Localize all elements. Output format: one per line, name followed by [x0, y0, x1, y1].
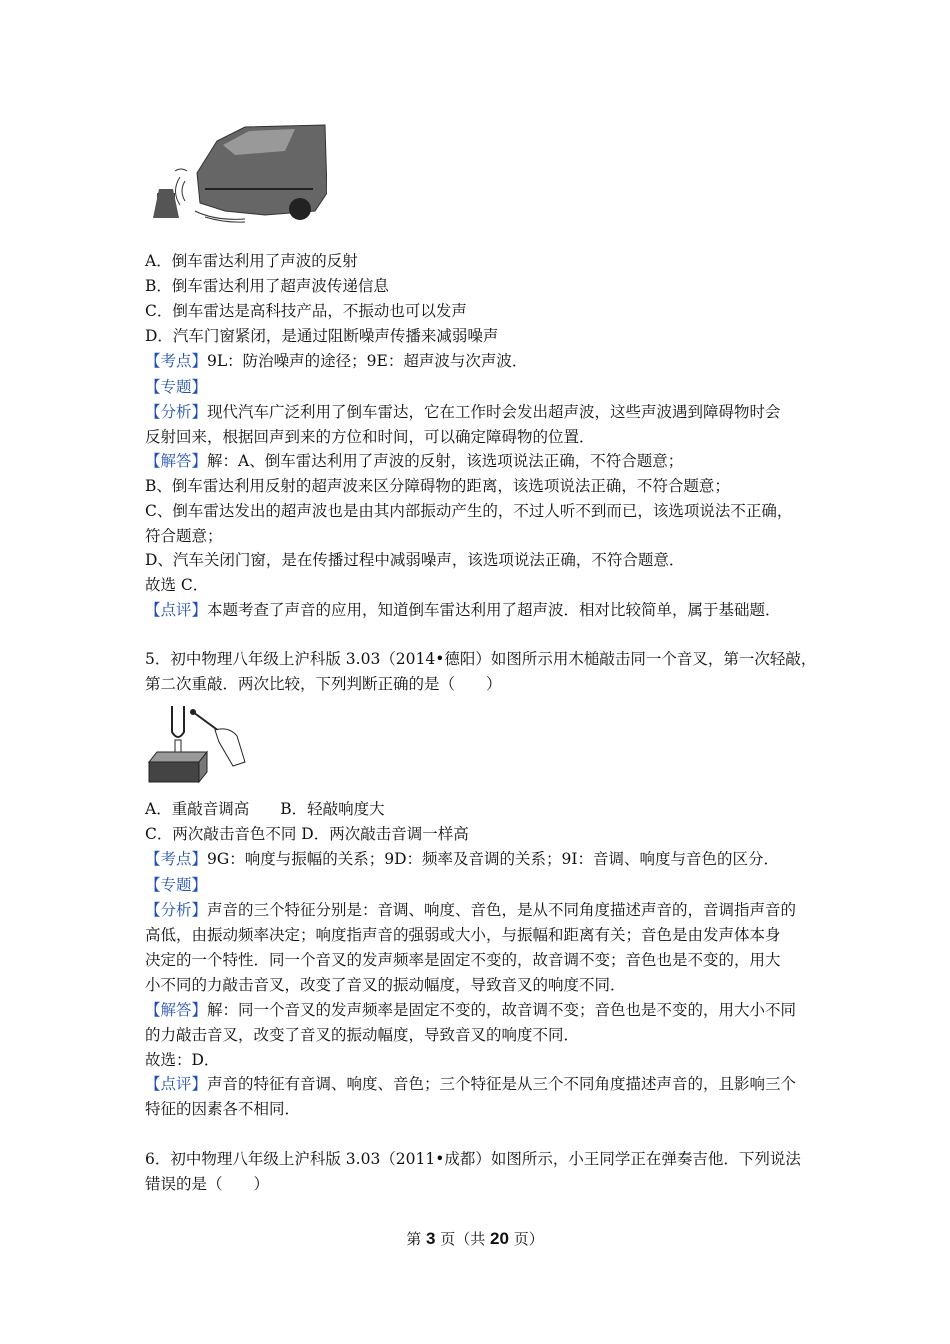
dianping-tag: 【点评】 — [145, 601, 208, 619]
page-footer — [0, 1228, 950, 1249]
zhuanti-tag: 【专题】 — [145, 378, 208, 396]
q4-answer: 故选 C． — [145, 576, 209, 594]
q4-dianping — [145, 600, 781, 620]
q5-dianping — [145, 1074, 796, 1094]
q4-fenxi — [145, 402, 781, 422]
q5-dianping-line: 特征的因素各不相同． — [145, 1100, 301, 1118]
q5-options-ab: A．重敲音调高 B．轻敲响度大 — [145, 800, 385, 818]
q6-stem: 错误的是（ ） — [145, 1175, 270, 1193]
kaodian-tag: 【考点】 — [145, 352, 208, 370]
q4-zhuanti — [145, 377, 207, 397]
fenxi-text: 声音的三个特征分别是：音调、响度、音色，是从不同角度描述声音的，音调指声音的 — [207, 901, 797, 919]
q4-kaodian — [145, 351, 527, 371]
zhuanti-tag: 【专题】 — [145, 876, 208, 894]
q4-option-b: B．倒车雷达利用了超声波传递信息 — [145, 277, 389, 295]
q5-kaodian — [145, 849, 779, 869]
q5-fenxi-line: 小不同的力敲击音叉，改变了音叉的振动幅度，导致音叉的响度不同． — [145, 976, 626, 994]
fenxi-text: 现代汽车广泛利用了倒车雷达，它在工作时会发出超声波，这些声波遇到障碍物时会 — [207, 403, 781, 421]
q4-jieda-line: B、倒车雷达利用反射的超声波来区分障碍物的距离，该选项说法正确，不符合题意； — [145, 477, 730, 495]
q6-stem: 6．初中物理八年级上沪科版 3.03（2011•成都）如图所示，小王同学正在弹奏吉他．下列说法 — [145, 1150, 801, 1168]
q5-stem: 第二次重敲．两次比较，下列判断正确的是（ ） — [145, 675, 502, 693]
q5-zhuanti — [145, 875, 207, 895]
dianping-text: 本题考查了声音的应用，知道倒车雷达利用了超声波．相对比较简单，属于基础题． — [207, 601, 781, 619]
tuning-fork-figure — [145, 702, 250, 784]
q5-fenxi — [145, 900, 796, 920]
jieda-tag: 【解答】 — [145, 452, 208, 470]
page-number: 3 — [426, 1229, 436, 1248]
total-pages: 20 — [490, 1229, 509, 1248]
footer-pre: 第 — [406, 1230, 427, 1248]
q4-option-d: D．汽车门窗紧闭，是通过阻断噪声传播来减弱噪声 — [145, 327, 499, 345]
q5-options-cd: C．两次敲击音色不同 D．两次敲击音调一样高 — [145, 825, 469, 843]
kaodian-tag: 【考点】 — [145, 850, 208, 868]
q4-jieda-line: D、汽车关闭门窗，是在传播过程中减弱噪声，该选项说法正确，不符合题意． — [145, 551, 685, 569]
kaodian-text: 9G：响度与振幅的关系；9D：频率及音调的关系；9I：音调、响度与音色的区分． — [207, 850, 780, 868]
q4-jieda-line: 符合题意； — [145, 527, 223, 545]
dianping-text: 声音的特征有音调、响度、音色；三个特征是从三个不同角度描述声音的，且影响三个 — [207, 1075, 797, 1093]
q4-option-a: A．倒车雷达利用了声波的反射 — [145, 252, 358, 270]
q5-jieda — [145, 1000, 796, 1020]
jieda-text: 解：同一个音叉的发声频率是固定不变的，故音调不变；音色也是不变的，用大小不同 — [207, 1001, 797, 1019]
fenxi-tag: 【分析】 — [145, 901, 208, 919]
jieda-text: 解：A、倒车雷达利用了声波的反射，该选项说法正确，不符合题意； — [207, 452, 684, 470]
q5-answer: 故选：D． — [145, 1051, 220, 1069]
q4-jieda-line: C、倒车雷达发出的超声波也是由其内部振动产生的，不过人听不到而已，该选项说法不正确， — [145, 502, 793, 520]
q5-stem: 5．初中物理八年级上沪科版 3.03（2014•德阳）如图所示用木槌敲击同一个音叉，第一次轻敲， — [145, 650, 817, 668]
footer-mid: 页（共 — [435, 1230, 491, 1248]
q4-fenxi-line: 反射回来，根据回声到来的方位和时间，可以确定障碍物的位置． — [145, 428, 595, 446]
dianping-tag: 【点评】 — [145, 1075, 208, 1093]
q5-fenxi-line: 决定的一个特性．同一个音叉的发声频率是固定不变的，故音调不变；音色也是不变的，用大 — [145, 951, 781, 969]
q4-jieda — [145, 451, 683, 471]
q5-fenxi-line: 高低，由振动频率决定；响度指声音的强弱或大小，与振幅和距离有关；音色是由发声体本身 — [145, 926, 781, 944]
footer-post: 页） — [508, 1230, 544, 1248]
jieda-tag: 【解答】 — [145, 1001, 208, 1019]
q4-option-c: C．倒车雷达是高科技产品，不振动也可以发声 — [145, 302, 467, 320]
q5-jieda-line: 的力敲击音叉，改变了音叉的振动幅度，导致音叉的响度不同． — [145, 1026, 580, 1044]
kaodian-text: 9L：防治噪声的途径；9E：超声波与次声波． — [207, 352, 528, 370]
fenxi-tag: 【分析】 — [145, 403, 208, 421]
car-radar-figure — [145, 123, 327, 223]
